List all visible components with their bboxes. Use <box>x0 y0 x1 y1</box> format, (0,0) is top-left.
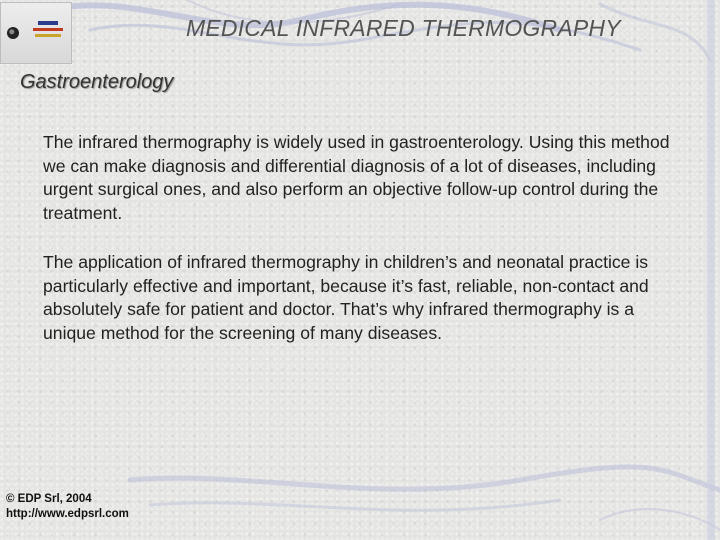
section-subtitle: Gastroenterology <box>20 71 174 93</box>
page-title: MEDICAL INFRARED THERMOGRAPHY <box>186 15 621 41</box>
right-decorative-bar <box>702 0 720 540</box>
brand-mark <box>31 19 65 47</box>
paragraph-pediatrics: The application of infrared thermography in children’s and neonatal practice is particularly effective and important, because it’s fast, reliable, non-contact and absolutely safe for patient and doctor. That’s why infrared thermography is a unique method for the screening of many diseases. <box>43 252 649 344</box>
footer <box>6 492 129 522</box>
website-link[interactable]: http://www.edpsrl.com <box>6 508 129 520</box>
paragraph-gastroenterology: The infrared thermography is widely used in gastroenterology. Using this method we can make diagnosis and differential diagnosis of a lot of diseases, including urgent surgical ones, and also perform an objective follow-up control during the treatment. <box>43 132 670 224</box>
camera-lens-icon <box>7 27 19 39</box>
device-logo <box>0 2 72 64</box>
copyright-text: © EDP Srl, 2004 <box>6 493 92 505</box>
